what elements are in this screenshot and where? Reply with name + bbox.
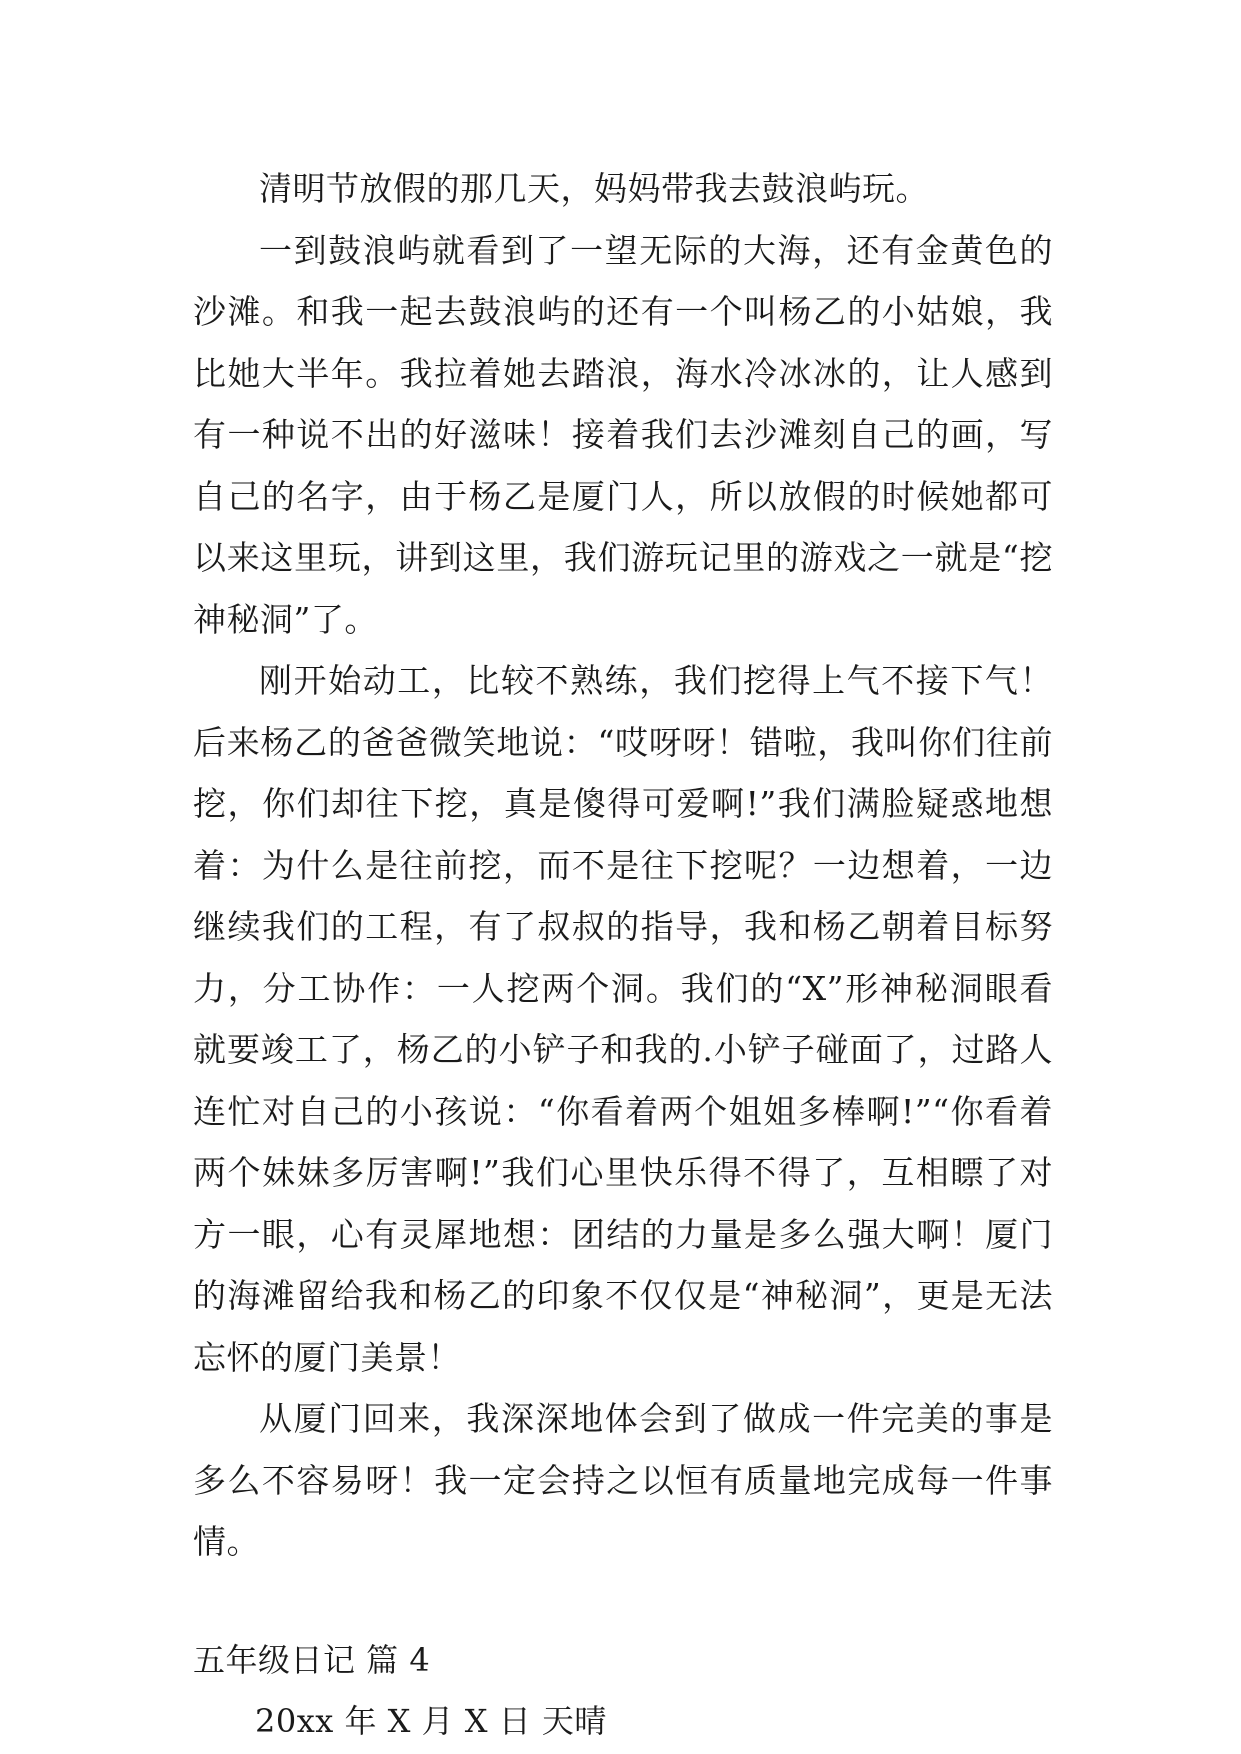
paragraph-digging: 刚开始动工，比较不熟练，我们挖得上气不接下气！后来杨乙的爸爸微笑地说：“哎呀呀！错啦，我叫你们往前挖，你们却往下挖，真是傻得可爱啊!”我们满脸疑惑地想着：为什么是往前挖，而不是往下挖呢？一边想着，一边继续我们的工程，有了叔叔的指导，我和杨乙朝着目标努力，分工协作：一人挖两个洞。我们的“X”形神秘洞眼看就要竣工了，杨乙的小铲子和我的.小铲子碰面了，过路人连忙对自己的小孩说：“你看着两个姐姐多棒啊!”“你看着两个妹妹多厉害啊!”我们心里快乐得不得了，互相瞟了对方一眼，心有灵犀地想：团结的力量是多么强大啊！厦门的海滩留给我和杨乙的印象不仅仅是“神秘洞”，更是无法忘怀的厦门美景！	[193, 661, 1053, 1377]
date-line: 20xx 年 X 月 X 日 天晴	[255, 1702, 607, 1740]
paragraph-beach: 一到鼓浪屿就看到了一望无际的大海，还有金黄色的沙滩。和我一起去鼓浪屿的还有一个叫杨乙的小姑娘，我比她大半年。我拉着她去踏浪，海水冷冰冰的，让人感到有一种说不出的好滋味！接着我们去沙滩刻自己的画，写自己的名字，由于杨乙是厦门人，所以放假的时候她都可以来这里玩，讲到这里，我们游玩记里的游戏之一就是“挖神秘洞”了。	[193, 230, 1053, 639]
paragraph-intro: 清明节放假的那几天，妈妈带我去鼓浪屿玩。	[259, 169, 929, 208]
section-heading: 五年级日记 篇 4	[193, 1640, 431, 1679]
document-body	[193, 158, 1053, 1753]
paragraph-conclusion: 从厦门回来，我深深地体会到了做成一件完美的事是多么不容易呀！我一定会持之以恒有质量地完成每一件事情。	[193, 1399, 1053, 1561]
